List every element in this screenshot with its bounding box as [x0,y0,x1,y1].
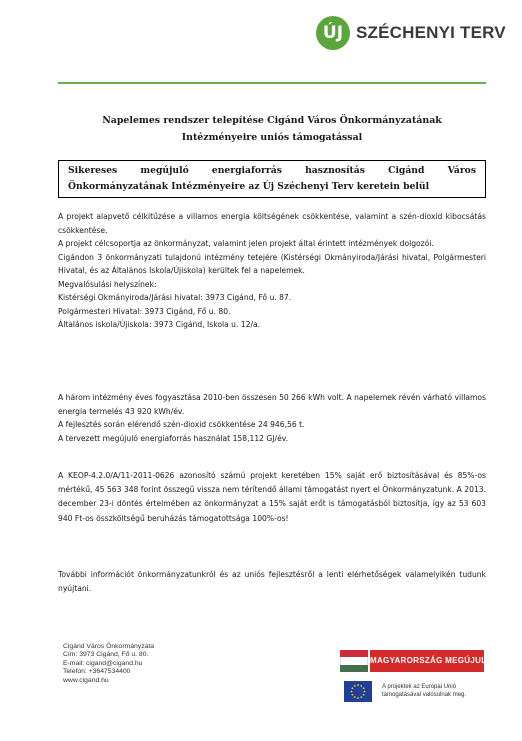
eu-note-line-1: A projektek az Európai Unió [382,684,457,690]
footer-contact [63,643,154,685]
eu-support-note [382,683,492,699]
paragraph-renewable-use: A tervezett megújuló energiaforrás használat 158,112 GJ/év. [58,433,289,443]
footer-phone: Telefon: +3647534400 [63,668,131,676]
title-line-1: Napelemes rendszer telepítése Cigánd Város Önkormányzatának [102,115,442,126]
szechenyi-logo-icon: ÚJ [316,16,350,50]
logo-text: SZÉCHENYI TERV [356,23,506,42]
eu-flag-icon [344,681,372,702]
section-funding [58,469,486,526]
szechenyi-terv-logo [316,14,506,56]
eu-note-line-2: támogatásával valósulnak meg. [382,692,467,698]
header-divider [58,82,486,84]
paragraph-co2: A fejlesztés során elérendő szén-dioxid csökkentése 24 946,56 t. [58,420,305,429]
paragraph-installation: Cigándon 3 önkormányzati tulajdonú intézmény tetejére (Kistérségi Okmányiroda/Járási hivatal, Polgármesteri Hivatal, és az Általános Iskola/Újiskola) kerültek fel a napelemek. [58,252,486,275]
subtitle-box: Sikereses megújuló energiaforrás hasznosítás Cigánd Város Önkormányzatának Intézményeire az Új Széchenyi Terv keretein belül [58,160,486,198]
section-project-goals [58,210,486,332]
title-line-2: Intézményeire uniós támogatással [181,132,363,143]
paragraph-target-group: A projekt célcsoportja az önkormányzat, valamint jelen projekt által érintett intézmények dolgozói. [58,239,434,248]
hungarian-flag-icon [340,650,368,672]
footer-website[interactable]: www.cigand.hu [63,676,109,684]
locations-label: Megvalósulási helyszínek: [58,279,157,289]
footer-address: Cím: 3973 Cigánd, Fő u. 80. [63,651,149,659]
section-energy-figures [58,391,486,445]
section-contact-info [58,568,486,596]
paragraph-funding: A KEOP-4.2.0/A/11-2011-0626 azonosító számú projekt keretében 15% saját erő biztosításával és 85%-os mértékű, 45 563 348 forint összegű vissza nem térítendő állami támogatást nyert el Önkormányzatunk. A 2013. december 23-i döntés értelmében az önkormányzat a 15% saját erőt is támogatásból biztosítja, így az 53 603 940 Ft-os összköltségű beruházás támogatottsága 100%-os! [58,471,486,523]
location-3: Általános iskola/Újiskola: 3973 Cigánd, Iskola u. 12/a. [58,320,261,329]
location-1: Kistérségi Okmányiroda/Járási hivatal: 3973 Cigánd, Fő u. 87. [58,293,292,302]
slogan-banner: MAGYARORSZÁG MEGÚJUL [370,650,484,672]
paragraph-goal: A projekt alapvető célkitűzése a villamos energia költségének csökkentése, valamint a szén-dioxid kibocsátás csökkentése. [58,212,486,235]
location-2: Polgármesteri Hivatal: 3973 Cigánd, Fő u. 80. [58,306,231,316]
paragraph-consumption: A három intézmény éves fogyasztása 2010-ben összesen 50 266 kWh volt. A napelemek révén várható villamos energia termelés 43 920 kWh/év. [58,393,486,416]
document-title [58,112,486,146]
footer-org: Cigánd Város Önkormányzata [63,643,155,650]
paragraph-more-info: További információt önkormányzatunkról és az uniós fejlesztésről a lenti elérhetőségek valamelyikén tudunk nyújtani. [58,570,486,594]
footer-email[interactable]: E-mail: cigand@cigand.hu [63,659,143,667]
